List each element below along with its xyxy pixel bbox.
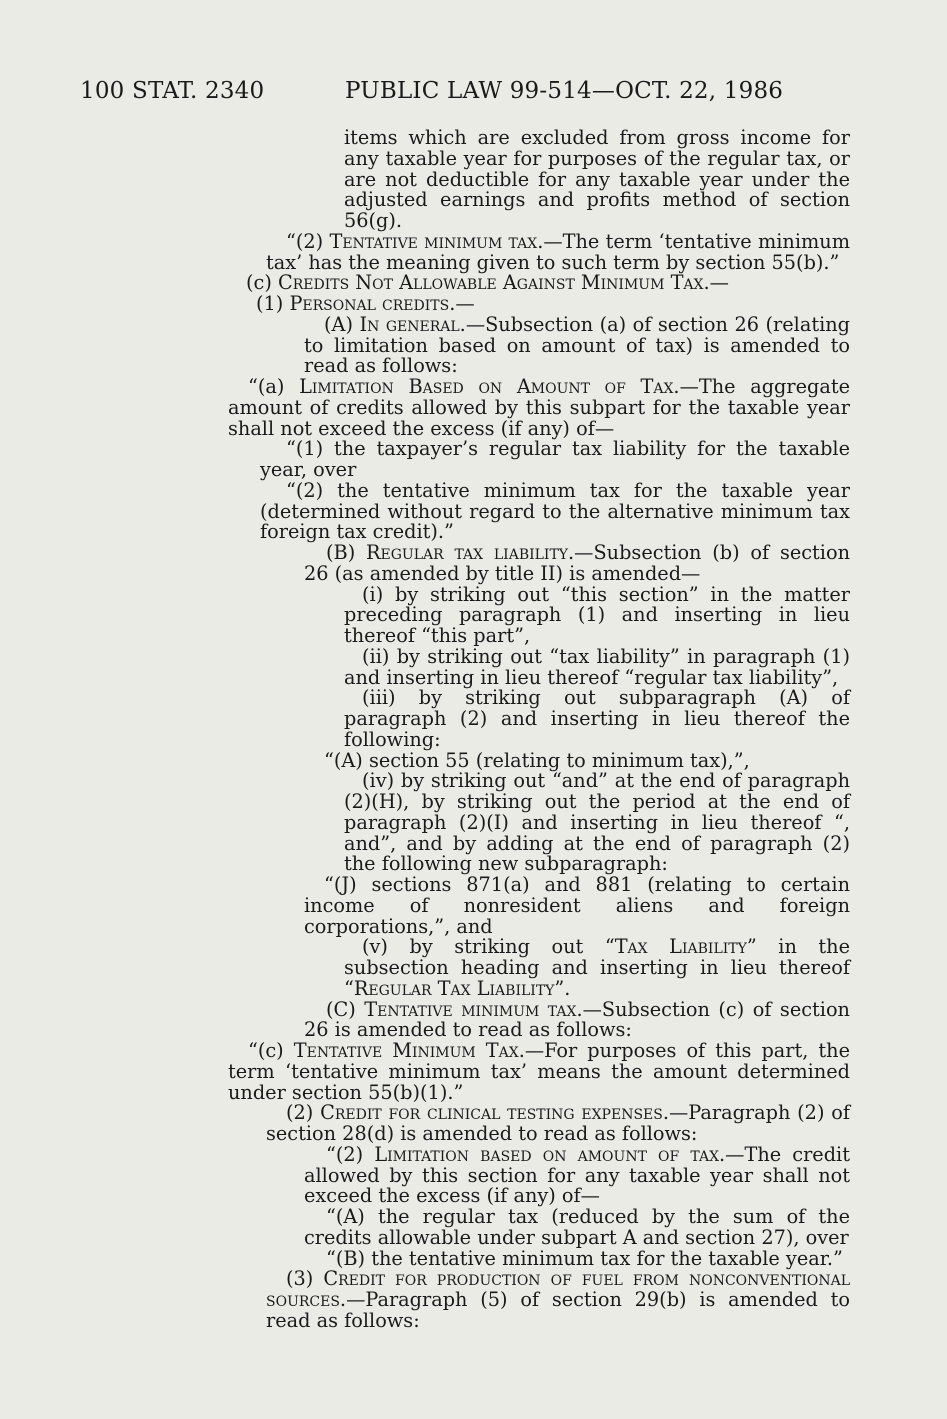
- paragraph: “(A) section 55 (relating to minimum tax),”,: [324, 748, 750, 772]
- paragraph: “(J) sections 871(a) and 881 (relating to certain income of nonresident aliens and foreign corporations,”, and: [304, 873, 850, 938]
- paragraph: (c) Credits Not Allowable Against Minimum Tax.—: [246, 271, 729, 295]
- paragraph: (C) Tentative minimum tax.—Subsection (c) of section 26 is amended to read as follows:: [304, 997, 850, 1042]
- paragraph-heading: Limitation Based on Amount of Tax.: [299, 375, 680, 398]
- paragraph: “(c) Tentative Minimum Tax.—For purposes of this part, the term ‘tentative minimum tax’ means the amount determined under section 55(b)(1).”: [228, 1039, 850, 1104]
- paragraph: (2) Credit for clinical testing expenses.—Paragraph (2) of section 28(d) is amended to read as follows:: [266, 1101, 850, 1145]
- paragraph-heading: Limitation based on amount of tax.: [374, 1142, 726, 1166]
- paragraph: items which are excluded from gross income for any taxable year for purposes of the regular tax, or are not deductible for any taxable year under the adjusted earnings and profits method of section 56(g).: [344, 126, 850, 232]
- paragraph-heading: Tentative minimum tax.: [364, 997, 583, 1021]
- paragraph: “(2) Tentative minimum tax.—The term ‘tentative minimum tax’ has the meaning given to such term by section 55(b).”: [266, 229, 850, 274]
- paragraph-heading: Regular tax liability.: [366, 541, 575, 564]
- paragraph: (iv) by striking out “and” at the end of paragraph (2)(H), by striking out the period at the end of paragraph (2)(I) and inserting in lieu thereof “, and”, and by adding at the end of paragraph (2) the following new subparagraph:: [344, 769, 850, 876]
- paragraph: (i) by striking out “this section” in the matter preceding paragraph (1) and inserting in lieu thereof “this part”,: [344, 582, 850, 647]
- paragraph-heading: Credits Not Allowable Against Minimum Tax.: [277, 271, 710, 295]
- paragraph: “(1) the taxpayer’s regular tax liability for the taxable year, over: [260, 437, 850, 481]
- paragraph-heading: Credit for production of fuel from nonconventional sources.: [266, 1267, 850, 1311]
- paragraph: “(A) the regular tax (reduced by the sum of the credits allowable under subpart A and section 27), over: [304, 1205, 850, 1249]
- paragraph: (v) by striking out “Tax Liability” in the subsection heading and inserting in lieu thereof “Regular Tax Liability”.: [344, 935, 850, 1000]
- paragraph: “(a) Limitation Based on Amount of Tax.—The aggregate amount of credits allowed by this subpart for the taxable year shall not exceed the excess (if any) of—: [228, 375, 851, 440]
- paragraph-heading: Credit for clinical testing expenses.: [320, 1101, 669, 1125]
- paragraph: (ii) by striking out “tax liability” in paragraph (1) and inserting in lieu thereof “regular tax liability”,: [344, 644, 850, 689]
- paragraph: “(2) Limitation based on amount of tax.—The credit allowed by this section for any taxable year shall not exceed the excess (if any) of—: [304, 1142, 850, 1208]
- document-body: [0, 128, 947, 1332]
- paragraph: (1) Personal credits.—: [256, 292, 475, 315]
- law-title: PUBLIC LAW 99-514—OCT. 22, 1986: [345, 78, 784, 104]
- paragraph-heading: In general.: [359, 312, 466, 336]
- paragraph: (B) Regular tax liability.—Subsection (b) of section 26 (as amended by title II) is amended—: [304, 541, 850, 585]
- paragraph: (iii) by striking out subparagraph (A) of paragraph (2) and inserting in lieu thereof the following:: [344, 686, 850, 751]
- paragraph: “(2) the tentative minimum tax for the taxable year (determined without regard to the alternative minimum tax foreign tax credit).”: [260, 478, 850, 544]
- paragraph: “(B) the tentative minimum tax for the taxable year.”: [326, 1246, 843, 1270]
- paragraph-heading: Tentative Minimum Tax.: [293, 1039, 525, 1062]
- statute-citation: 100 STAT. 2340: [80, 78, 265, 104]
- paragraph-heading: Tentative minimum tax.: [329, 229, 544, 253]
- paragraph: (3) Credit for production of fuel from nonconventional sources.—Paragraph (5) of section 29(b) is amended to read as follows:: [266, 1267, 850, 1332]
- paragraph-heading: Personal credits.: [289, 292, 456, 315]
- paragraph: (A) In general.—Subsection (a) of section 26 (relating to limitation based on amount of tax) is amended to read as follows:: [304, 312, 850, 378]
